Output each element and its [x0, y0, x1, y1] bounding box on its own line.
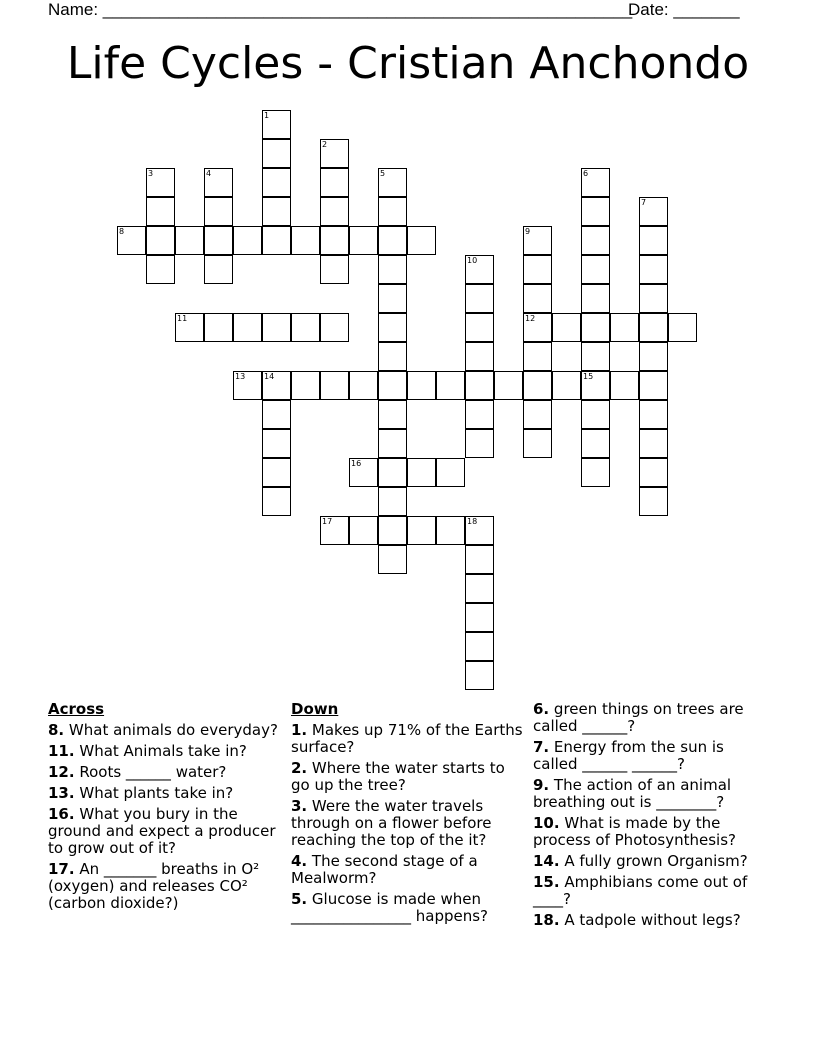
crossword-cell[interactable] [146, 168, 175, 197]
crossword-cell[interactable] [349, 458, 378, 487]
clue-across-11: 11. What Animals take in? [48, 742, 247, 760]
crossword-cell[interactable] [436, 458, 465, 487]
crossword-cell[interactable] [204, 313, 233, 342]
crossword-cell[interactable] [378, 429, 407, 458]
crossword-cell[interactable] [407, 458, 436, 487]
clue-down-15: 15. Amphibians come out of ____? [533, 873, 748, 908]
crossword-cell[interactable] [204, 197, 233, 226]
crossword-cell[interactable] [523, 313, 552, 342]
across-clues [48, 701, 278, 916]
crossword-cell[interactable] [204, 226, 233, 255]
clue-across-12: 12. Roots ______ water? [48, 763, 227, 781]
crossword-cell[interactable] [639, 342, 668, 371]
crossword-cell[interactable] [465, 574, 494, 603]
crossword-cell[interactable] [233, 226, 262, 255]
crossword-cell[interactable] [146, 226, 175, 255]
crossword-cell[interactable] [262, 110, 291, 139]
crossword-cell[interactable] [262, 168, 291, 197]
clue-down-14: 14. A fully grown Organism? [533, 852, 748, 870]
crossword-cell[interactable] [291, 313, 320, 342]
clue-down-9: 9. The action of an animal breathing out is ________? [533, 776, 732, 811]
crossword-cell[interactable] [407, 516, 436, 545]
crossword-cell[interactable] [465, 603, 494, 632]
crossword-cell[interactable] [523, 226, 552, 255]
crossword-cell[interactable] [378, 342, 407, 371]
crossword-cell[interactable] [639, 400, 668, 429]
crossword-cell[interactable] [349, 226, 378, 255]
crossword-cell[interactable] [175, 313, 204, 342]
clue-down-6: 6. green things on trees are called ______? [533, 700, 744, 735]
crossword-cell[interactable] [465, 632, 494, 661]
crossword-cell[interactable] [465, 313, 494, 342]
crossword-cell[interactable] [639, 487, 668, 516]
crossword-cell[interactable] [639, 255, 668, 284]
crossword-cell[interactable] [581, 400, 610, 429]
clue-down-5: 5. Glucose is made when ________________ happens? [291, 890, 489, 925]
crossword-cell[interactable] [436, 371, 465, 400]
crossword-cell[interactable] [639, 429, 668, 458]
cell-number: 14 [264, 372, 275, 381]
crossword-cell[interactable] [146, 255, 175, 284]
cell-number: 4 [206, 169, 212, 178]
crossword-cell[interactable] [523, 371, 552, 400]
crossword-cell[interactable] [262, 487, 291, 516]
crossword-cell[interactable] [639, 313, 668, 342]
crossword-cell[interactable] [494, 371, 523, 400]
crossword-cell[interactable] [378, 371, 407, 400]
crossword-cell[interactable] [581, 197, 610, 226]
crossword-cell[interactable] [523, 400, 552, 429]
crossword-cell[interactable] [639, 284, 668, 313]
cell-number: 11 [177, 314, 188, 323]
cell-number: 16 [351, 459, 362, 468]
crossword-cell[interactable] [175, 226, 204, 255]
clue-down-7: 7. Energy from the sun is called ______ ______? [533, 738, 724, 773]
crossword-cell[interactable] [523, 255, 552, 284]
crossword-cell[interactable] [465, 400, 494, 429]
crossword-cell[interactable] [262, 400, 291, 429]
cell-number: 9 [525, 227, 531, 236]
crossword-cell[interactable] [465, 545, 494, 574]
clue-down-10: 10. What is made by the process of Photosynthesis? [533, 814, 736, 849]
crossword-cell[interactable] [378, 255, 407, 284]
clue-down-2: 2. Where the water starts to go up the tree? [291, 759, 505, 794]
crossword-cell[interactable] [581, 342, 610, 371]
crossword-cell[interactable] [465, 429, 494, 458]
date-label: Date: _______ [628, 0, 740, 19]
clue-across-13: 13. What plants take in? [48, 784, 234, 802]
cell-number: 7 [641, 198, 647, 207]
crossword-cell[interactable] [407, 371, 436, 400]
crossword-cell[interactable] [378, 487, 407, 516]
cell-number: 15 [583, 372, 594, 381]
crossword-cell[interactable] [320, 168, 349, 197]
crossword-cell[interactable] [262, 371, 291, 400]
crossword-cell[interactable] [610, 371, 639, 400]
crossword-cell[interactable] [668, 313, 697, 342]
crossword-cell[interactable] [581, 284, 610, 313]
crossword-cell[interactable] [204, 255, 233, 284]
crossword-cell[interactable] [581, 313, 610, 342]
crossword-cell[interactable] [639, 226, 668, 255]
cell-number: 13 [235, 372, 246, 381]
crossword-cell[interactable] [581, 255, 610, 284]
crossword-cell[interactable] [523, 342, 552, 371]
crossword-cell[interactable] [320, 139, 349, 168]
crossword-cell[interactable] [262, 197, 291, 226]
down-clues-col1 [291, 701, 523, 929]
crossword-cell[interactable] [378, 226, 407, 255]
clue-down-4: 4. The second stage of a Mealworm? [291, 852, 478, 887]
crossword-cell[interactable] [465, 284, 494, 313]
crossword-cell[interactable] [465, 661, 494, 690]
crossword-cell[interactable] [465, 342, 494, 371]
cell-number: 6 [583, 169, 589, 178]
cell-number: 18 [467, 517, 478, 526]
crossword-cell[interactable] [378, 458, 407, 487]
crossword-cell[interactable] [581, 458, 610, 487]
crossword-cell[interactable] [465, 516, 494, 545]
crossword-cell[interactable] [407, 226, 436, 255]
crossword-cell[interactable] [262, 458, 291, 487]
crossword-cell[interactable] [581, 371, 610, 400]
crossword-cell[interactable] [465, 255, 494, 284]
down-heading: Down [291, 700, 339, 718]
crossword-cell[interactable] [291, 371, 320, 400]
crossword-cell[interactable] [523, 429, 552, 458]
clue-down-3: 3. Were the water travels through on a flower before reaching the top of the it? [291, 797, 492, 849]
crossword-cell[interactable] [320, 371, 349, 400]
cell-number: 3 [148, 169, 154, 178]
crossword-cell[interactable] [117, 226, 146, 255]
crossword-cell[interactable] [233, 313, 262, 342]
crossword-cell[interactable] [378, 516, 407, 545]
cell-number: 17 [322, 517, 333, 526]
crossword-cell[interactable] [262, 429, 291, 458]
crossword-cell[interactable] [320, 255, 349, 284]
crossword-cell[interactable] [639, 371, 668, 400]
clue-across-16: 16. What you bury in the ground and expect a producer to grow out of it? [48, 805, 276, 857]
cell-number: 12 [525, 314, 536, 323]
crossword-cell[interactable] [378, 400, 407, 429]
crossword-cell[interactable] [349, 371, 378, 400]
crossword-cell[interactable] [204, 168, 233, 197]
crossword-cell[interactable] [552, 371, 581, 400]
crossword-cell[interactable] [378, 284, 407, 313]
crossword-cell[interactable] [581, 168, 610, 197]
crossword-cell[interactable] [378, 197, 407, 226]
crossword-cell[interactable] [262, 226, 291, 255]
crossword-cell[interactable] [349, 516, 378, 545]
clue-across-17: 17. An _______ breaths in O² (oxygen) and releases CO² (carbon dioxide?) [48, 860, 260, 912]
crossword-cell[interactable] [436, 516, 465, 545]
crossword-cell[interactable] [320, 313, 349, 342]
crossword-cell[interactable] [262, 139, 291, 168]
cell-number: 8 [119, 227, 125, 236]
clue-down-18: 18. A tadpole without legs? [533, 911, 741, 929]
crossword-cell[interactable] [552, 313, 581, 342]
clue-down-1: 1. Makes up 71% of the Earths surface? [291, 721, 523, 756]
crossword-cell[interactable] [320, 516, 349, 545]
down-clues-col2 [533, 701, 773, 933]
crossword-cell[interactable] [291, 226, 320, 255]
name-label: Name: ________________________________________________________ [48, 0, 633, 19]
crossword-cell[interactable] [581, 226, 610, 255]
crossword-cell[interactable] [378, 313, 407, 342]
crossword-cell[interactable] [610, 313, 639, 342]
clue-across-8: 8. What animals do everyday? [48, 721, 278, 739]
crossword-cell[interactable] [233, 371, 262, 400]
crossword-cell[interactable] [465, 371, 494, 400]
crossword-cell[interactable] [146, 197, 175, 226]
cell-number: 5 [380, 169, 386, 178]
page-title: Life Cycles - Cristian Anchondo [66, 38, 750, 89]
crossword-cell[interactable] [378, 545, 407, 574]
crossword-cell[interactable] [262, 313, 291, 342]
crossword-cell[interactable] [523, 284, 552, 313]
crossword-cell[interactable] [320, 197, 349, 226]
cell-number: 2 [322, 140, 328, 149]
cell-number: 1 [264, 111, 270, 120]
across-heading: Across [48, 700, 105, 718]
crossword-cell[interactable] [639, 197, 668, 226]
crossword-cell[interactable] [639, 458, 668, 487]
crossword-cell[interactable] [320, 226, 349, 255]
cell-number: 10 [467, 256, 478, 265]
crossword-cell[interactable] [581, 429, 610, 458]
crossword-cell[interactable] [378, 168, 407, 197]
